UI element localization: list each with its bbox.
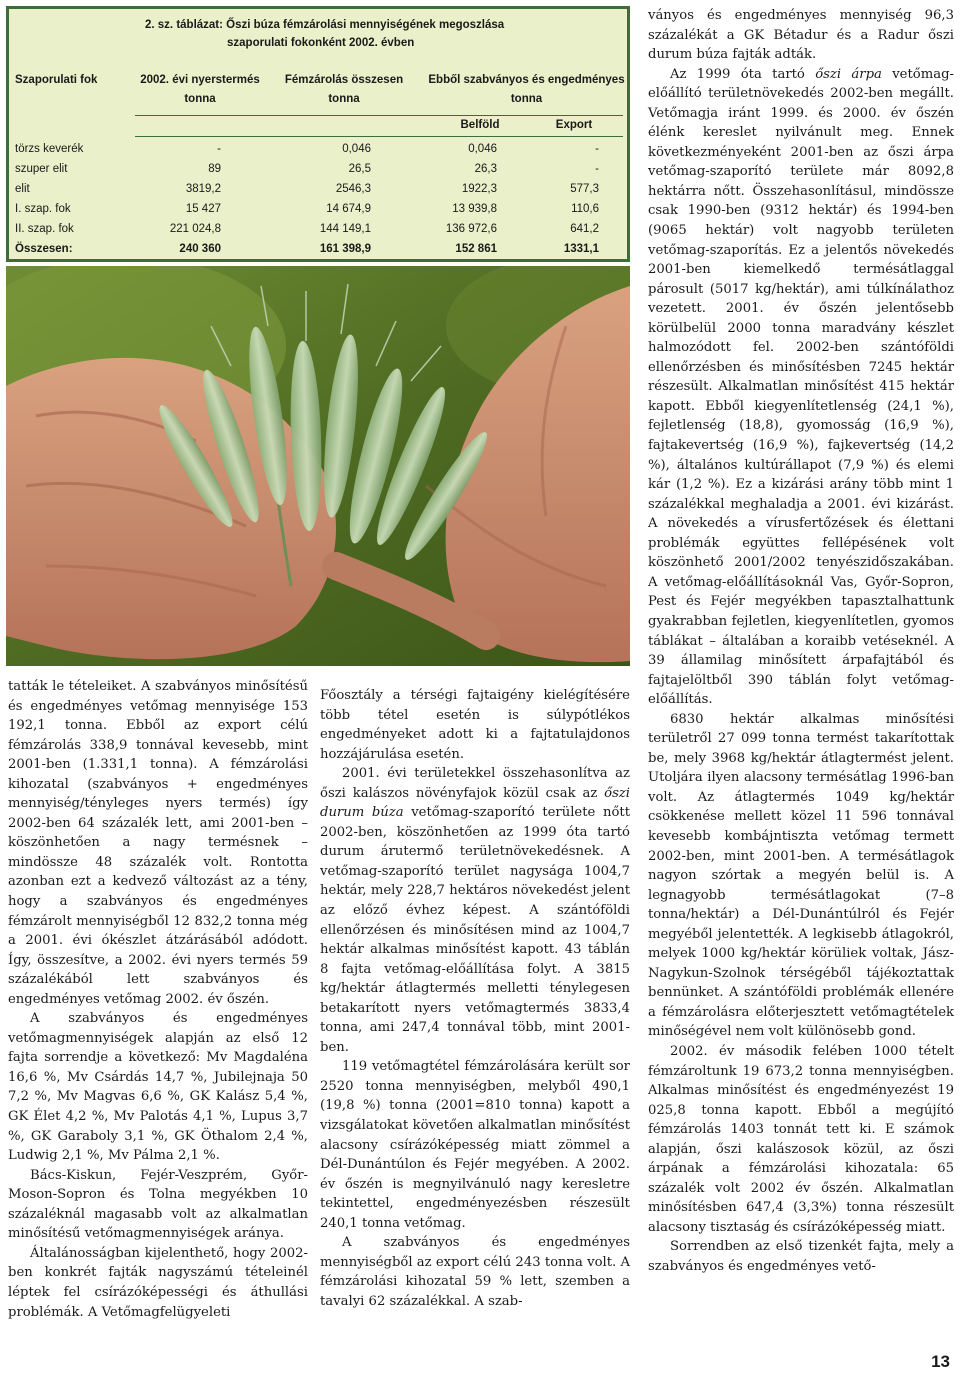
wheat-in-hands-illustration bbox=[6, 266, 630, 666]
paragraph-text: Az 1999 óta tartó bbox=[670, 66, 816, 82]
cell-femzar: 2546,3 bbox=[335, 183, 371, 195]
paragraph: A szabványos és engedményes mennyiségből az export célú 243 tonna volt. A fémzárolási kihozatal 59 % lett, szemben a tavalyi 62 százalékkal. A szab- bbox=[320, 1235, 630, 1309]
paragraph: Általánosságban kijelenthető, hogy 2002-ben konkrét fajták nagyszámú tételeinél léptek fel csírázóképességi és áthullási problémák. A Vetőmagfelügyeleti bbox=[8, 1245, 308, 1320]
total-belfold: 152 861 bbox=[455, 243, 497, 255]
header-femzarolas-label: Fémzárolás összesen bbox=[284, 74, 404, 86]
cell-femzar: 0,046 bbox=[342, 143, 371, 155]
header-ebbol-label: Ebből szabványos és engedményes bbox=[428, 74, 625, 86]
paragraph: Sorrendben az első tizenkét fajta, mely a szabványos és engedményes vető- bbox=[648, 1239, 954, 1274]
paragraph: A szabványos és engedményes vetőmagmennyiségek alapján az első 12 fajta sorrendje a következő: Mv Magdaléna 16,6 %, Mv Csárdás 14,7 %, Jubilejnaja 50 7,2 %, Mv Magvas 6,6 %, GK Kalász 5,4 %, GK Élet 4,2 %, Mv Palotás 4,1 %, Lupus 3,7 %, GK Garaboly 3,1 %, GK Öthalom 2,4 %, Ludwig 2,1 %, Mv Pálma 2,1 %. bbox=[8, 1011, 308, 1164]
paragraph: ványos és engedményes mennyiség 96,3 százalékát a GK Bétadur és a Radur őszi durum búza fajták adták. bbox=[648, 8, 954, 63]
paragraph: Főosztály a térségi fajtaigény kielégítésére több tétel esetén is súlypótlékos engedményeket adott ki a fajtatulajdonos hozzájárulása esetén. bbox=[320, 688, 630, 762]
wheat-in-hands-photo bbox=[6, 266, 630, 666]
table-row bbox=[9, 160, 633, 179]
header-nyerstermes-unit: tonna bbox=[184, 93, 216, 105]
cell-export: 110,6 bbox=[571, 203, 599, 215]
header-belfold: Belföld bbox=[460, 119, 500, 131]
cell-belfold: 1922,3 bbox=[461, 183, 497, 195]
cell-belfold: 13 939,8 bbox=[452, 203, 497, 215]
header-szaporulati-fok: Szaporulati fok bbox=[15, 74, 98, 86]
table-row bbox=[9, 220, 633, 239]
cell-nyers: 3819,2 bbox=[185, 183, 221, 195]
header-ebbol bbox=[414, 71, 639, 109]
paragraph-text: vetőmag-előállító területnövekedés 2002-ben megállt. Vetőmagja iránt 1999. és 2000. év őszén élénk kereslet nyilvánult meg. Ennek következményeként 2001-ben az őszi árpa vetőmag-szaporító területe már 8092,8 hektárra nőtt. Összehasonlításul, mindössze csak 1990-ben (9312 hektár) és 1994-ben (9065 hektár) volt nagyobb területen vetőmag-szaporítás. Ez a jelentős növekedés 2001-ben kiemelkedő termésátlaggal párosult (5017 kg/hektár), ami túlkínálathoz vezetett. 2001. év őszén jelentősebb körülbelül 2000 tonna maradvány készlet halmozódott fel. 2002-ben szántóföldi ellenőrzésben és minősítésben 7245 hektár részesült. Alkalmatlan minősítést 415 hektár kapott. Ebből kiegyenlítetlenség (24,1 %), fejletlenség (18,8), gyomosság (16,9 %), fajtakevertség (16,9 %), fajkevertség (14,2 %), általános kultúrállapot (7,9 %) és elemi kár (1,2 %). Ez a kizárási arány több mint 1 százalékkal meghaladja a 2001. évi kizárást. A növekedés a vírusfertőzések és élettani problémák együttes fellépésének volt köszönhető 2001/2002 tenyészidőszakában. A vetőmag-előállításoknál Vas, Győr-Sopron, Pest és Fejér megyékben tapasztalhattunk gyakrabban fejletlen, kiegyenlítetlen, gyomos táblákat – általában a koraibb vetéseknél. A 39 államilag minősített árpafajtából és fajtajelöltből 390 táblán folyt vetőmag-előállítás. bbox=[648, 66, 954, 708]
table-title bbox=[145, 16, 565, 52]
total-label: Összesen: bbox=[15, 243, 73, 255]
text-column-middle bbox=[320, 686, 630, 1312]
total-femzar: 161 398,9 bbox=[319, 243, 371, 255]
table-row bbox=[9, 140, 633, 159]
emphasis-crop-name: őszi durum búza bbox=[320, 785, 630, 821]
table-row bbox=[9, 200, 633, 219]
emphasis-crop-name: őszi árpa bbox=[815, 66, 882, 82]
table-row bbox=[9, 180, 633, 199]
text-column-left bbox=[8, 677, 308, 1322]
paragraph bbox=[320, 764, 630, 1057]
cell-belfold: 26,3 bbox=[474, 163, 497, 175]
cell-export: 577,3 bbox=[570, 183, 599, 195]
cell-nyers: 15 427 bbox=[185, 203, 221, 215]
header-nyerstermes bbox=[135, 71, 265, 109]
cell-belfold: 0,046 bbox=[468, 143, 497, 155]
cell-femzar: 14 674,9 bbox=[326, 203, 371, 215]
paragraph: tatták le tételeiket. A szabványos minősítésű és engedményes vetőmag mennyisége 153 192,1 tonna. Ebből az export célú fémzárolás 338,9 tonnával kevesebb, mint 2001-ben (1.331,1 tonna). A fémzárolási kihozatal (szabványos + engedményes mennyiség/tényleges nyers termés) így 2002-ben 64 százalék lett, ami 2001-ben – köszönhetően a nagy termésnek – mindössze 48 százalék volt. Rontotta azonban ezt a kedvező változást az a tény, hogy a szabványos és engedményes fémzárolt mennyiségből 12 832,2 tonna még a 2001. évi ókészlet átzárásából adódott. Így, összesítve, a 2002. évi nyers termés 59 százalékából lett szabványos és engedményes vetőmag 2002. év őszén. bbox=[8, 679, 308, 1007]
paragraph: 119 vetőmagtétel fémzárolására került sor 2520 tonna mennyiségben, melyből 490,1 (19,8 %) tonna (2001=810 tonna) kapott a vizsgálatokat követően alkalmatlan minősítést alacsony csírázóképesség miatt zömmel a Dél-Dunántúlon és Fejér megyében. A 2002. év őszén is megnyilvánuló nagy keresletre tekintettel, engedményezésben részesült 240,1 tonna vetőmag. bbox=[320, 1059, 630, 1231]
cell-femzar: 26,5 bbox=[348, 163, 371, 175]
header-ebbol-unit: tonna bbox=[510, 93, 543, 105]
paragraph: 2002. év második felében 1000 tételt fémzároltunk 19 673,2 tonna mennyiségben. Alkalmas minősítést és engedményezést 19 025,8 tonna kapott. Ebből a megújító fémzárolás 1403 tonnát tett ki. E számok alapján, őszi kalászosok közül, az őszi árpának a fémzárolási kihozatala: 65 százalék volt 2002 év őszén. Alkalmatlan minősítésben 647,4 (3,3%) tonna részesült alacsony tisztaság és csírázóképesség miatt. bbox=[648, 1043, 954, 1235]
row-label: törzs keverék bbox=[15, 143, 84, 155]
table-title-line-2: szaporulati fokonként 2002. évben bbox=[227, 37, 415, 49]
cell-export: - bbox=[595, 163, 599, 175]
cell-nyers: - bbox=[217, 143, 221, 155]
paragraph bbox=[648, 65, 954, 710]
paragraph-text: vetőmag-szaporító területe nőtt 2002-ben, köszönhetően az 1999 óta tartó durum árutermő területnövekedésnek. A vetőmag-szaporító terület nagysága 1004,7 hektár, mely 228,7 hektáros növekedést jelent az előző évhez képest. A szántóföldi ellenőrzésen és minősítésen mind az 1004,7 hektár alkalmas minősítést kapott. 43 táblán 8 fajta vetőmag-előállítása folyt. A 3815 kg/hektár átlagtermés melletti ténylegesen betakarított nyers vetőmagtermés 3833,4 tonna, ami 247,4 tonnával több, mint 2001-ben. bbox=[320, 805, 630, 1055]
cell-belfold: 136 972,6 bbox=[445, 223, 497, 235]
paragraph-text: 2001. évi területekkel összehasonlítva az őszi kalászos növényfajok közül csak az bbox=[320, 766, 630, 801]
total-export: 1331,1 bbox=[563, 243, 599, 255]
seed-certification-table bbox=[6, 6, 630, 262]
row-label: elit bbox=[15, 183, 30, 195]
row-label: II. szap. fok bbox=[15, 223, 74, 235]
cell-nyers: 89 bbox=[208, 163, 221, 175]
row-label: I. szap. fok bbox=[15, 203, 71, 215]
paragraph: Bács-Kiskun, Fejér-Veszprém, Győr-Moson-Sopron és Tolna megyékben 10 százaléknál magasabb volt az alkalmatlan minősítésű vetőmagmennyiségek aránya. bbox=[8, 1167, 308, 1242]
total-nyers: 240 360 bbox=[179, 243, 221, 255]
cell-femzar: 144 149,1 bbox=[319, 223, 371, 235]
table-title-line-1: 2. sz. táblázat: Őszi búza fémzárolási mennyiségének megoszlása bbox=[145, 19, 505, 31]
cell-export: - bbox=[595, 143, 599, 155]
header-rule-bottom bbox=[135, 136, 623, 137]
text-column-right bbox=[648, 6, 954, 1277]
header-femzarolas-unit: tonna bbox=[328, 93, 360, 105]
page-number: 13 bbox=[931, 1352, 950, 1371]
header-femzarolas bbox=[279, 71, 409, 109]
header-export: Export bbox=[555, 119, 593, 131]
table-total-row bbox=[9, 240, 633, 259]
row-label: szuper elit bbox=[15, 163, 68, 175]
header-nyerstermes-label: 2002. évi nyerstermés bbox=[140, 74, 260, 86]
cell-nyers: 221 024,8 bbox=[169, 223, 221, 235]
cell-export: 641,2 bbox=[570, 223, 599, 235]
paragraph: 6830 hektár alkalmas minősítési területről 27 099 tonna termést takarítottak be, mely 3968 kg/hektár átlagtermést jelent. Utoljára ilyen alacsony termésátlag 1996-ban volt. Az átlagtermés 1049 kg/hektár csökkenése mellett közel 11 596 tonnával kevesebb kombájntiszta vetőmag termett 2002-ben, mint 2001-ben. A termésátlagok nagyon szórtak a megyén belül is. A legnagyobb termésátlagokat (7–8 tonna/hektár) a Dél-Dunántúlról és Fejér megyéből jelentették. A legkisebb átlagokról, melyek 1000 kg/hektár körüliek voltak, Jász-Nagykun-Szolnok térségéből tájékoztattak bennünket. A szántóföldi problémák ellenére a fémzárolásra előterjesztett vetőmagtételek minőségével nem volt különösebb gond. bbox=[648, 711, 954, 1040]
